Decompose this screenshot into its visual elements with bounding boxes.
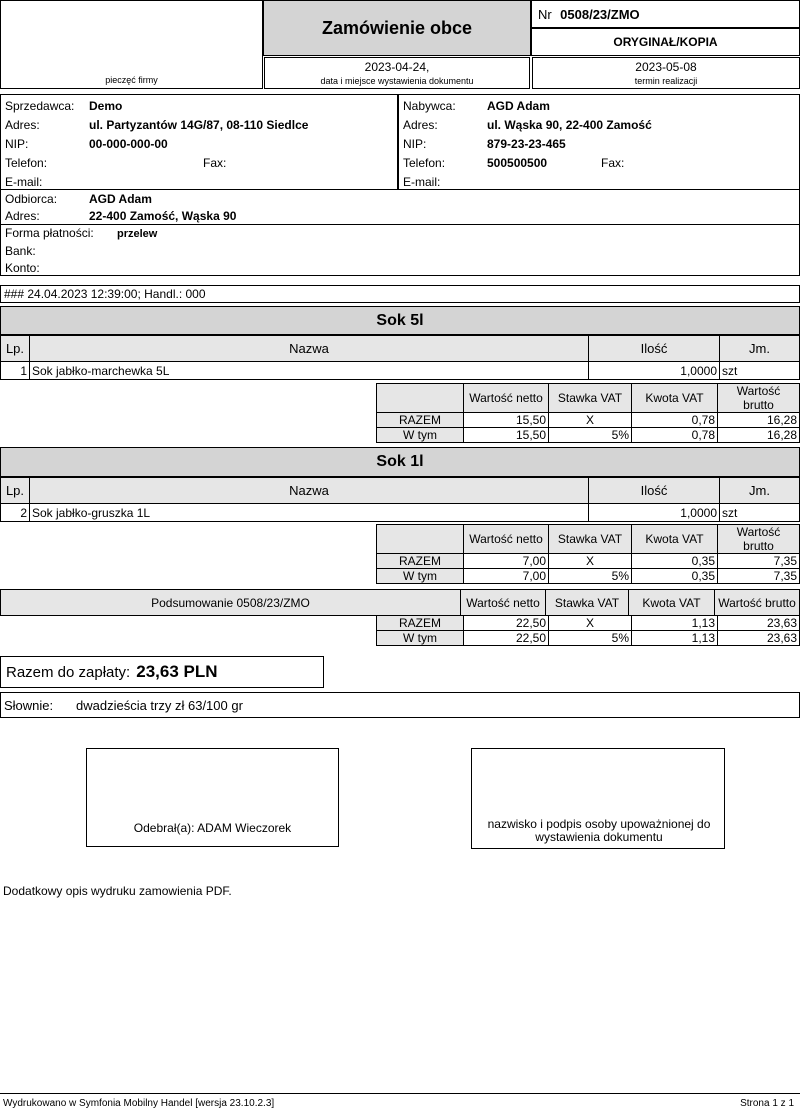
total-net: 15,50 — [464, 413, 549, 428]
table-row — [377, 554, 800, 569]
group-title-sok-1l — [0, 447, 800, 477]
group-title: Sok 1l — [376, 453, 424, 470]
to-pay-amount: 23,63 PLN — [136, 662, 218, 681]
bank-label: Bank: — [5, 244, 36, 258]
incl-net: 7,00 — [464, 569, 549, 584]
vat-header-blank — [377, 384, 464, 413]
vat-header-blank — [377, 525, 464, 554]
seller-box — [0, 94, 398, 190]
summary-values-table — [376, 615, 800, 646]
table-row — [377, 616, 800, 631]
seller-address: ul. Partyzantów 14G/87, 08-110 Siedlce — [89, 118, 309, 132]
total-vat: 0,35 — [632, 554, 718, 569]
seller-label: Sprzedawca: — [5, 99, 75, 113]
footer-divider — [0, 1093, 800, 1094]
due-date-box — [532, 57, 800, 89]
item-name: Sok jabłko-gruszka 1L — [30, 504, 589, 522]
summary-header-table — [0, 589, 800, 616]
summary-total-rate: X — [549, 616, 632, 631]
table-row — [1, 504, 800, 522]
incl-rate: 5% — [549, 428, 632, 443]
incl-gross: 16,28 — [718, 428, 800, 443]
total-label: RAZEM — [377, 413, 464, 428]
total-vat: 0,78 — [632, 413, 718, 428]
seller-phone-label: Telefon: — [5, 156, 48, 170]
table-row — [377, 631, 800, 646]
total-label: RAZEM — [377, 554, 464, 569]
amount-in-words: dwadzieścia trzy zł 63/100 gr — [76, 697, 243, 713]
vat-table-group-2 — [376, 524, 800, 584]
group-title-sok-5l — [0, 306, 800, 335]
col-lp: Lp. — [1, 336, 30, 362]
to-pay-box — [0, 656, 324, 688]
copy-label: ORYGINAŁ/KOPIA — [613, 35, 718, 49]
summary-total-label: RAZEM — [377, 616, 464, 631]
summary-incl-gross: 23,63 — [718, 631, 800, 646]
buyer-fax-label: Fax: — [601, 156, 625, 170]
vat-col-rate: Stawka VAT — [549, 384, 632, 413]
payment-method: przelew — [117, 228, 158, 240]
summary-incl-label: W tym — [377, 631, 464, 646]
incl-net: 15,50 — [464, 428, 549, 443]
amount-in-words-label: Słownie: — [4, 697, 54, 713]
copy-label-box — [531, 28, 800, 56]
vat-col-net: Wartość netto — [464, 384, 549, 413]
item-lp: 1 — [1, 362, 30, 380]
received-by-text: Odebrał(a): ADAM Wieczorek — [133, 821, 292, 835]
incl-label: W tym — [377, 428, 464, 443]
buyer-phone-label: Telefon: — [403, 156, 446, 170]
buyer-label: Nabywca: — [403, 99, 456, 113]
document-number-prefix: Nr — [538, 7, 552, 22]
table-row — [1, 362, 800, 380]
buyer-address-label: Adres: — [403, 118, 438, 132]
due-date: 2023-05-08 — [635, 60, 697, 74]
received-by-box — [86, 748, 339, 847]
due-date-caption: termin realizacji — [634, 76, 698, 86]
summary-incl-net: 22,50 — [464, 631, 549, 646]
table-row — [377, 413, 800, 428]
company-stamp-label: pieczęć firmy — [105, 75, 158, 85]
footer-printed-by: Wydrukowano w Symfonia Mobilny Handel [wersja 23.10.2.3] — [3, 1098, 275, 1109]
items-table-group-2 — [0, 477, 800, 522]
total-rate: X — [549, 554, 632, 569]
note-line: ### 24.04.2023 12:39:00; Handl.: 000 — [0, 285, 800, 303]
recipient-label: Odbiorca: — [5, 192, 58, 206]
vat-col-net: Wartość netto — [464, 525, 549, 554]
buyer-address: ul. Wąska 90, 22-400 Zamość — [487, 118, 652, 132]
items-table-group-1 — [0, 335, 800, 380]
item-unit: szt — [720, 504, 800, 522]
recipient-address: 22-400 Zamość, Wąska 90 — [89, 209, 237, 223]
summary-incl-rate: 5% — [549, 631, 632, 646]
incl-rate: 5% — [549, 569, 632, 584]
vat-col-gross: Wartość brutto — [718, 384, 800, 413]
col-name: Nazwa — [30, 336, 589, 362]
issue-date-box — [264, 57, 530, 89]
summary-title: Podsumowanie 0508/23/ZMO — [1, 590, 461, 616]
summary-col-net: Wartość netto — [461, 590, 546, 616]
total-rate: X — [549, 413, 632, 428]
summary-incl-vat: 1,13 — [632, 631, 718, 646]
to-pay-label: Razem do zapłaty: — [6, 663, 131, 681]
col-qty: Ilość — [589, 478, 720, 504]
vat-col-rate: Stawka VAT — [549, 525, 632, 554]
group-title: Sok 5l — [376, 311, 424, 329]
col-unit: Jm. — [720, 478, 800, 504]
col-unit: Jm. — [720, 336, 800, 362]
table-row — [377, 569, 800, 584]
summary-total-gross: 23,63 — [718, 616, 800, 631]
amount-in-words-box — [0, 692, 800, 718]
seller-nip-label: NIP: — [5, 137, 29, 151]
authorized-signature-text: nazwisko i podpis osoby upoważnionej do wystawienia dokumentu — [487, 817, 711, 844]
seller-nip: 00-000-000-00 — [89, 137, 168, 151]
footer-page-number: Strona 1 z 1 — [740, 1098, 794, 1109]
seller-email-label: E-mail: — [5, 175, 43, 189]
seller-name: Demo — [89, 99, 123, 113]
payment-method-label: Forma płatności: — [5, 226, 94, 240]
recipient-address-label: Adres: — [5, 209, 40, 223]
seller-address-label: Adres: — [5, 118, 40, 132]
col-lp: Lp. — [1, 478, 30, 504]
buyer-nip-label: NIP: — [403, 137, 427, 151]
item-name: Sok jabłko-marchewka 5L — [30, 362, 589, 380]
incl-gross: 7,35 — [718, 569, 800, 584]
document-title-text: Zamówienie obce — [321, 17, 473, 38]
buyer-box — [398, 94, 800, 190]
summary-col-rate: Stawka VAT — [546, 590, 629, 616]
col-qty: Ilość — [589, 336, 720, 362]
buyer-email-label: E-mail: — [403, 175, 441, 189]
summary-total-net: 22,50 — [464, 616, 549, 631]
total-gross: 7,35 — [718, 554, 800, 569]
summary-col-amount: Kwota VAT — [629, 590, 715, 616]
summary-total-vat: 1,13 — [632, 616, 718, 631]
vat-col-amount: Kwota VAT — [632, 525, 718, 554]
seller-fax-label: Fax: — [203, 156, 227, 170]
incl-label: W tym — [377, 569, 464, 584]
account-label: Konto: — [5, 261, 40, 275]
payment-box — [0, 224, 800, 276]
summary-col-gross: Wartość brutto — [715, 590, 800, 616]
document-title — [263, 0, 531, 56]
item-qty: 1,0000 — [589, 362, 720, 380]
table-row — [377, 428, 800, 443]
vat-col-gross: Wartość brutto — [718, 525, 800, 554]
col-name: Nazwa — [30, 478, 589, 504]
total-gross: 16,28 — [718, 413, 800, 428]
company-stamp-box — [0, 0, 263, 89]
recipient-name: AGD Adam — [89, 192, 152, 206]
issue-date-caption: data i miejsce wystawienia dokumentu — [320, 76, 474, 86]
vat-col-amount: Kwota VAT — [632, 384, 718, 413]
buyer-nip: 879-23-23-465 — [487, 137, 566, 151]
item-qty: 1,0000 — [589, 504, 720, 522]
incl-vat: 0,78 — [632, 428, 718, 443]
item-lp: 2 — [1, 504, 30, 522]
document-number-box — [531, 0, 800, 28]
total-net: 7,00 — [464, 554, 549, 569]
authorized-signature-box — [471, 748, 725, 849]
document-number: 0508/23/ZMO — [560, 7, 640, 22]
item-unit: szt — [720, 362, 800, 380]
issue-date: 2023-04-24, — [364, 60, 430, 74]
recipient-box — [0, 189, 800, 225]
buyer-phone: 500500500 — [487, 156, 548, 170]
extra-description: Dodatkowy opis wydruku zamowienia PDF. — [3, 884, 232, 898]
vat-table-group-1 — [376, 383, 800, 443]
incl-vat: 0,35 — [632, 569, 718, 584]
buyer-name: AGD Adam — [487, 99, 550, 113]
